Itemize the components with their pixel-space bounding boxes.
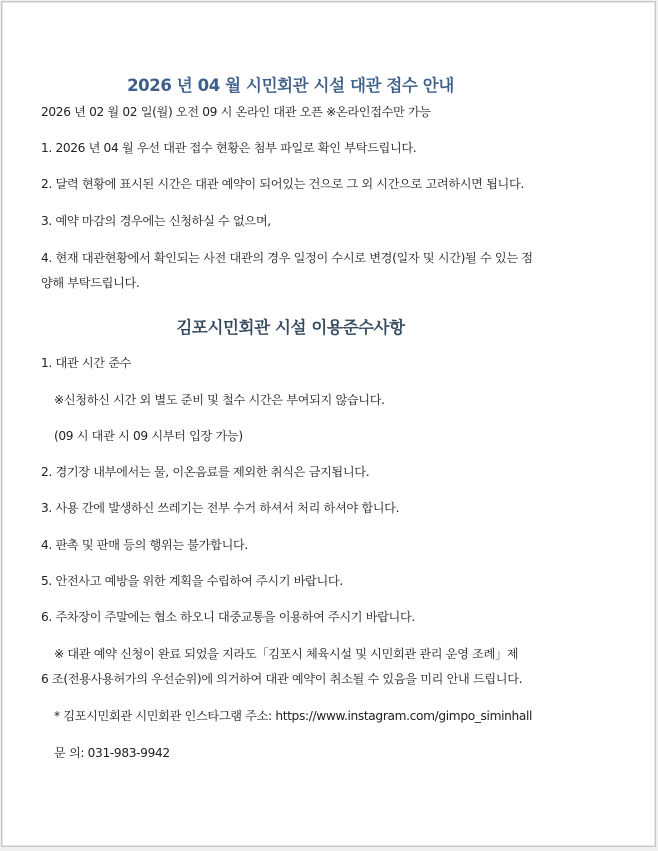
rules-title: 김포시민회관 시설 이용준수사항 [176,318,405,337]
rule-item-1-note: ※신청하신 시간 외 별도 준비 및 철수 시간은 부여되지 않습니다. [54,393,385,407]
notice-item-4-cont: 양해 부탁드립니다. [41,276,140,290]
notice-item-1: 1. 2026 년 04 월 우선 대관 접수 현황은 첨부 파일로 확인 부탁드립니다. [41,141,417,155]
rule-item-1: 1. 대관 시간 준수 [41,356,132,370]
notice-item-2: 2. 달력 현황에 표시된 시간은 대관 예약이 되어있는 건으로 그 외 시간으로 고려하시면 됩니다. [41,177,524,191]
rule-item-3: 3. 사용 간에 발생하신 쓰레기는 전부 수거 하셔서 처리 하셔야 합니다. [41,501,400,515]
document-frame [1,1,656,847]
notice-item-3: 3. 예약 마감의 경우에는 신청하실 수 없으며, [41,214,271,228]
rule-item-6: 6. 주차장이 주말에는 협소 하오니 대중교통을 이용하여 주시기 바랍니다. [41,610,415,624]
notice-item-4: 4. 현재 대관현황에서 확인되는 사전 대관의 경우 일정이 수시로 변경(일자 및 시간)될 수 있는 점 [41,251,533,265]
cancellation-notice-line-1: ※ 대관 예약 신청이 완료 되었을 지라도「김포시 체육시설 및 시민회관 관리 운영 조례」제 [54,647,519,661]
cancellation-notice-line-2: 6 조(전용사용허가의 우선순위)에 의거하여 대관 예약이 취소될 수 있음을 미리 안내 드립니다. [41,672,523,686]
contact-info: 문 의: 031-983-9942 [54,746,170,760]
notice-title: 2026 년 04 월 시민회관 시설 대관 접수 안내 [127,76,454,95]
instagram-info [54,708,532,724]
rule-item-1-sub: (09 시 대관 시 09 시부터 입장 가능) [54,429,243,443]
rule-item-2: 2. 경기장 내부에서는 물, 이온음료를 제외한 취식은 금지됩니다. [41,465,370,479]
instagram-link[interactable]: https://www.instagram.com/gimpo_siminhall [275,709,533,723]
instagram-label: * 김포시민회관 시민회관 인스타그램 주소: [54,709,276,723]
rule-item-5: 5. 안전사고 예방을 위한 계획을 수립하여 주시기 바랍니다. [41,574,343,588]
open-info: 2026 년 02 월 02 일(월) 오전 09 시 온라인 대관 오픈 ※온라인접수만 가능 [41,105,431,119]
rule-item-4: 4. 판촉 및 판매 등의 행위는 불가합니다. [41,538,248,552]
